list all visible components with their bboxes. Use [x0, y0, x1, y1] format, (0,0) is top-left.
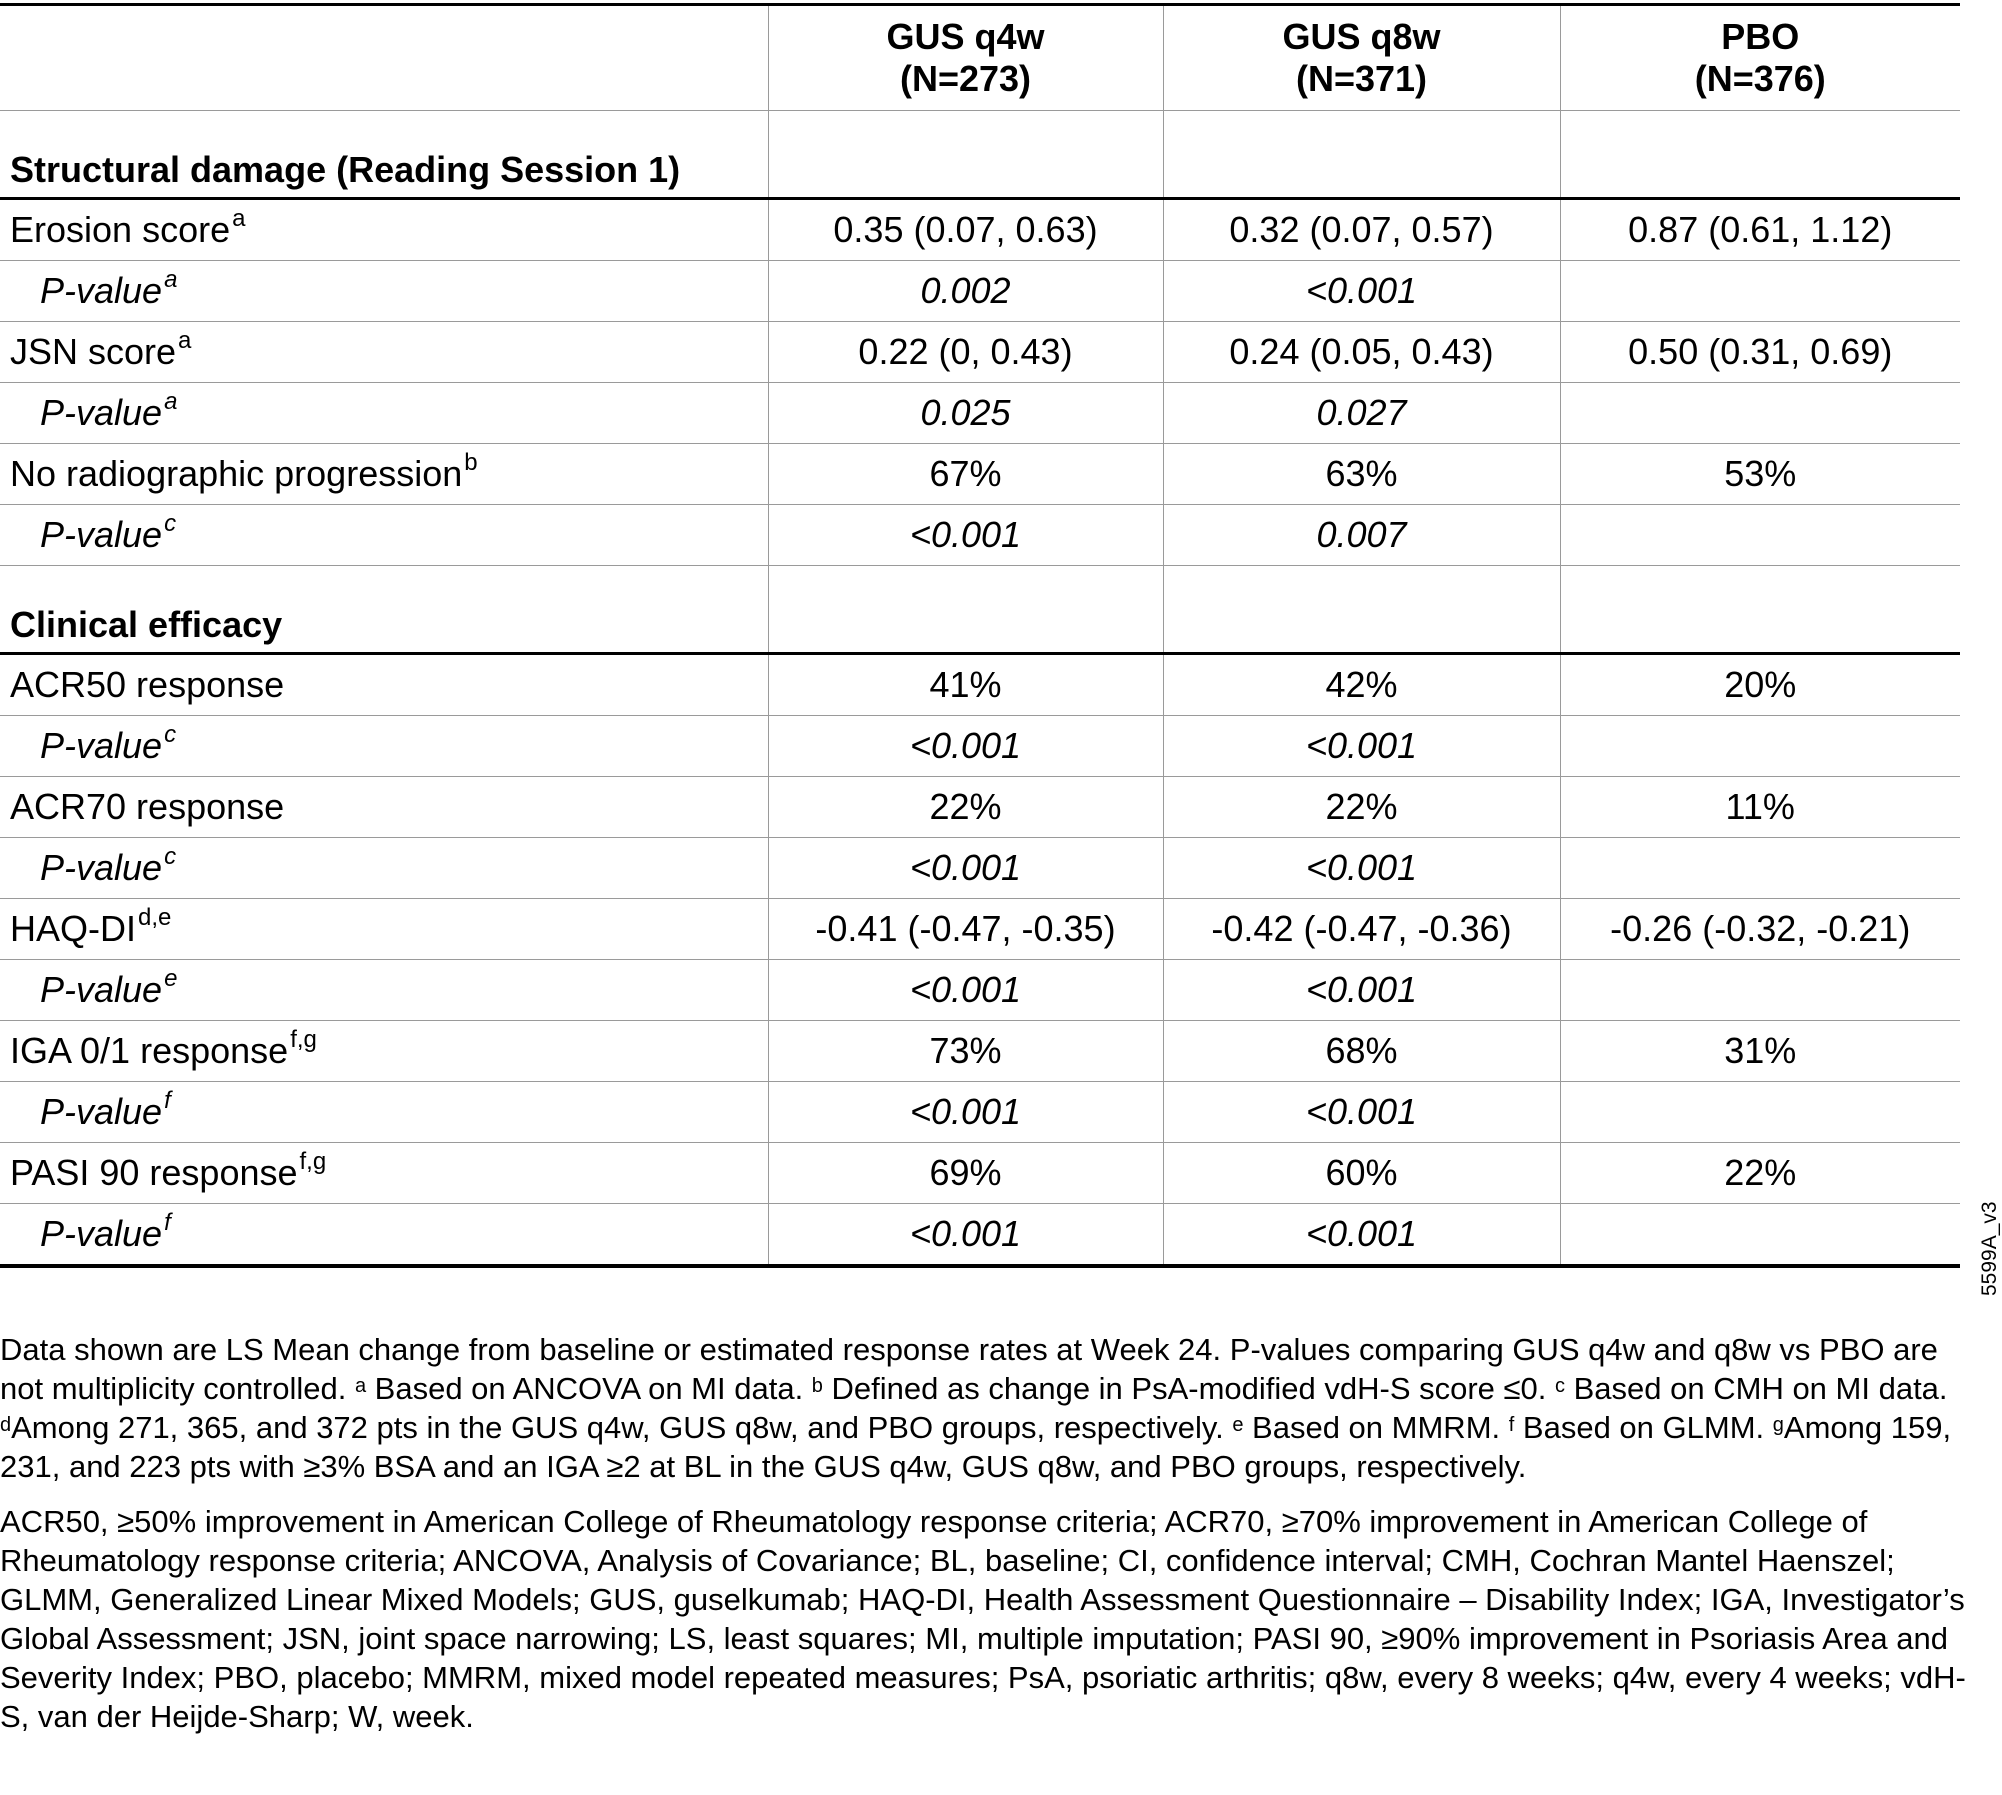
footnote-text: Data shown are LS Mean change from baseline or estimated response rates at Week 24. P-values comparing GUS q4w and q8w vs PBO are not multiplicity controlled. — [0, 1332, 1938, 1406]
metric-row — [0, 199, 1960, 261]
value-cell: 31% — [1560, 1021, 1960, 1082]
value-cell: 41% — [768, 654, 1163, 716]
value-cell: 42% — [1163, 654, 1560, 716]
value-cell — [1560, 838, 1960, 899]
p-value-row — [0, 1082, 1960, 1143]
row-label: PASI 90 response — [10, 1152, 298, 1193]
p-value-row — [0, 960, 1960, 1021]
metric-row — [0, 322, 1960, 383]
section-empty-cell — [1163, 566, 1560, 654]
row-label-cell — [0, 322, 768, 383]
section-row — [0, 111, 1960, 199]
footnote-marker: d — [0, 1414, 12, 1436]
column-header-pbo — [1560, 5, 1960, 111]
footnote-text: Based on MMRM. — [1243, 1410, 1509, 1445]
metric-row — [0, 444, 1960, 505]
row-label: JSN score — [10, 331, 177, 372]
value-cell: <0.001 — [1163, 261, 1560, 322]
column-header-gus-q8w — [1163, 5, 1560, 111]
footnote-marker: f — [164, 1209, 171, 1236]
value-cell: 22% — [768, 777, 1163, 838]
row-label: P-value — [40, 1091, 163, 1132]
column-header-gus-q4w — [768, 5, 1163, 111]
value-cell: -0.42 (-0.47, -0.36) — [1163, 899, 1560, 960]
metric-row — [0, 654, 1960, 716]
value-cell: -0.26 (-0.32, -0.21) — [1560, 899, 1960, 960]
value-cell: <0.001 — [768, 1082, 1163, 1143]
footnote-marker: a — [164, 388, 178, 415]
row-label: IGA 0/1 response — [10, 1030, 289, 1071]
row-label: No radiographic progression — [10, 453, 463, 494]
row-label: HAQ-DI — [10, 908, 136, 949]
value-cell — [1560, 383, 1960, 444]
row-label-cell — [0, 261, 768, 322]
row-label-cell — [0, 899, 768, 960]
footnote-marker: c — [164, 510, 177, 537]
row-label-cell — [0, 777, 768, 838]
value-cell: <0.001 — [768, 716, 1163, 777]
metric-row — [0, 899, 1960, 960]
value-cell: <0.001 — [1163, 716, 1560, 777]
footnote-marker: e — [164, 965, 178, 992]
row-label-cell — [0, 383, 768, 444]
footnote-marker: c — [164, 843, 177, 870]
column-header-name: GUS q8w — [1282, 16, 1441, 57]
row-label: P-value — [40, 725, 163, 766]
header-empty-cell — [0, 5, 768, 111]
value-cell: <0.001 — [1163, 1082, 1560, 1143]
value-cell: 11% — [1560, 777, 1960, 838]
value-cell: <0.001 — [768, 505, 1163, 566]
footnote-marker: d,e — [138, 904, 172, 931]
p-value-row — [0, 505, 1960, 566]
row-label-cell — [0, 1204, 768, 1267]
value-cell: 0.002 — [768, 261, 1163, 322]
value-cell: 22% — [1560, 1143, 1960, 1204]
value-cell: 67% — [768, 444, 1163, 505]
value-cell: 0.50 (0.31, 0.69) — [1560, 322, 1960, 383]
section-title: Clinical efficacy — [0, 566, 768, 654]
section-row — [0, 566, 1960, 654]
column-header-name: PBO — [1721, 16, 1800, 57]
p-value-row — [0, 716, 1960, 777]
value-cell — [1560, 960, 1960, 1021]
footnote-text: Among 159, 231, and 223 pts with ≥3% BSA and an IGA ≥2 at BL in the GUS q4w, GUS q8w, and PBO groups, respectively. — [0, 1410, 1952, 1484]
value-cell: 22% — [1163, 777, 1560, 838]
metric-row — [0, 777, 1960, 838]
table-header-row — [0, 5, 1960, 111]
footnote-marker: f — [1508, 1414, 1515, 1436]
section-empty-cell — [768, 566, 1163, 654]
value-cell: <0.001 — [1163, 1204, 1560, 1267]
row-label-cell — [0, 1082, 768, 1143]
footnote-marker: a — [354, 1375, 367, 1397]
column-header-n: (N=371) — [1295, 58, 1428, 99]
value-cell — [1560, 716, 1960, 777]
p-value-row — [0, 383, 1960, 444]
value-cell: 53% — [1560, 444, 1960, 505]
metric-row — [0, 1021, 1960, 1082]
footnote-marker: e — [1232, 1414, 1244, 1436]
row-label: ACR70 response — [10, 786, 285, 827]
value-cell: 0.35 (0.07, 0.63) — [768, 199, 1163, 261]
row-label-cell — [0, 960, 768, 1021]
value-cell: 60% — [1163, 1143, 1560, 1204]
row-label-cell — [0, 505, 768, 566]
section-empty-cell — [768, 111, 1163, 199]
column-header-name: GUS q4w — [886, 16, 1045, 57]
row-label-cell — [0, 654, 768, 716]
value-cell: <0.001 — [1163, 960, 1560, 1021]
footnote-text: Based on GLMM. — [1514, 1410, 1773, 1445]
value-cell: 63% — [1163, 444, 1560, 505]
value-cell: 0.24 (0.05, 0.43) — [1163, 322, 1560, 383]
column-header-n: (N=273) — [899, 58, 1032, 99]
p-value-row — [0, 1204, 1960, 1267]
value-cell: 20% — [1560, 654, 1960, 716]
footnote-marker: c — [1555, 1375, 1566, 1397]
value-cell: -0.41 (-0.47, -0.35) — [768, 899, 1163, 960]
footnotes-block — [0, 1330, 1975, 1752]
value-cell: 68% — [1163, 1021, 1560, 1082]
value-cell: 69% — [768, 1143, 1163, 1204]
row-label: ACR50 response — [10, 664, 285, 705]
section-empty-cell — [1560, 566, 1960, 654]
footnote-marker: c — [164, 721, 177, 748]
footnote-marker: g — [1772, 1414, 1784, 1436]
value-cell: <0.001 — [1163, 838, 1560, 899]
value-cell — [1560, 505, 1960, 566]
footnote-marker: a — [178, 327, 192, 354]
value-cell: 0.32 (0.07, 0.57) — [1163, 199, 1560, 261]
document-code: 5599A_v3 — [1978, 1201, 2001, 1296]
value-cell: <0.001 — [768, 1204, 1163, 1267]
row-label: P-value — [40, 270, 163, 311]
value-cell — [1560, 261, 1960, 322]
value-cell: 0.22 (0, 0.43) — [768, 322, 1163, 383]
footnote-marker: f — [164, 1087, 171, 1114]
footnote-marker: b — [811, 1375, 823, 1397]
abbreviations-paragraph: ACR50, ≥50% improvement in American College of Rheumatology response criteria; ACR70, ≥70% improvement in American College of Rheumatology response criteria; ANCOVA, Analysis of Covariance; BL, baseline; CI, confidence interval; CMH, Cochran Mantel Haenszel; GLMM, Generalized Linear Mixed Models; GUS, guselkumab; HAQ-DI, Health Assessment Questionnaire – Disability Index; IGA, Investigator’s Global Assessment; JSN, joint space narrowing; LS, least squares; MI, multiple imputation; PASI 90, ≥90% improvement in Psoriasis Area and Severity Index; PBO, placebo; MMRM, mixed model repeated measures; PsA, psoriatic arthritis; q8w, every 8 weeks; q4w, every 4 weeks; vdH-S, van der Heijde-Sharp; W, week. — [0, 1504, 1966, 1734]
footnote-text: Among 271, 365, and 372 pts in the GUS q4w, GUS q8w, and PBO groups, respectively. — [11, 1410, 1233, 1445]
row-label-cell — [0, 838, 768, 899]
value-cell: 0.027 — [1163, 383, 1560, 444]
value-cell: 0.007 — [1163, 505, 1560, 566]
section-empty-cell — [1560, 111, 1960, 199]
column-header-n: (N=376) — [1694, 58, 1826, 99]
row-label: P-value — [40, 969, 163, 1010]
value-cell: 73% — [768, 1021, 1163, 1082]
table-body — [0, 111, 1960, 1267]
p-value-row — [0, 261, 1960, 322]
value-cell: <0.001 — [768, 960, 1163, 1021]
footnote-marker: a — [164, 266, 178, 293]
footnotes-paragraph — [0, 1330, 1975, 1486]
row-label-cell — [0, 716, 768, 777]
footnote-text: Defined as change in PsA-modified vdH-S score ≤0. — [822, 1371, 1556, 1406]
row-label: Erosion score — [10, 209, 231, 250]
footnote-marker: b — [464, 449, 478, 476]
footnote-marker: a — [232, 205, 246, 232]
metric-row — [0, 1143, 1960, 1204]
footnote-marker: f,g — [299, 1148, 327, 1175]
p-value-row — [0, 838, 1960, 899]
results-table — [0, 3, 1960, 1268]
footnote-text: Based on CMH on MI data. — [1565, 1371, 1948, 1406]
value-cell: 0.87 (0.61, 1.12) — [1560, 199, 1960, 261]
row-label-cell — [0, 444, 768, 505]
value-cell: <0.001 — [768, 838, 1163, 899]
value-cell — [1560, 1204, 1960, 1267]
row-label-cell — [0, 1143, 768, 1204]
row-label-cell — [0, 199, 768, 261]
row-label: P-value — [40, 392, 163, 433]
value-cell — [1560, 1082, 1960, 1143]
footnote-text: Based on ANCOVA on MI data. — [366, 1371, 812, 1406]
row-label: P-value — [40, 514, 163, 555]
value-cell: 0.025 — [768, 383, 1163, 444]
footnote-marker: f,g — [290, 1026, 317, 1053]
row-label: P-value — [40, 847, 163, 888]
row-label: P-value — [40, 1213, 163, 1254]
section-title: Structural damage (Reading Session 1) — [0, 111, 768, 199]
row-label-cell — [0, 1021, 768, 1082]
section-empty-cell — [1163, 111, 1560, 199]
